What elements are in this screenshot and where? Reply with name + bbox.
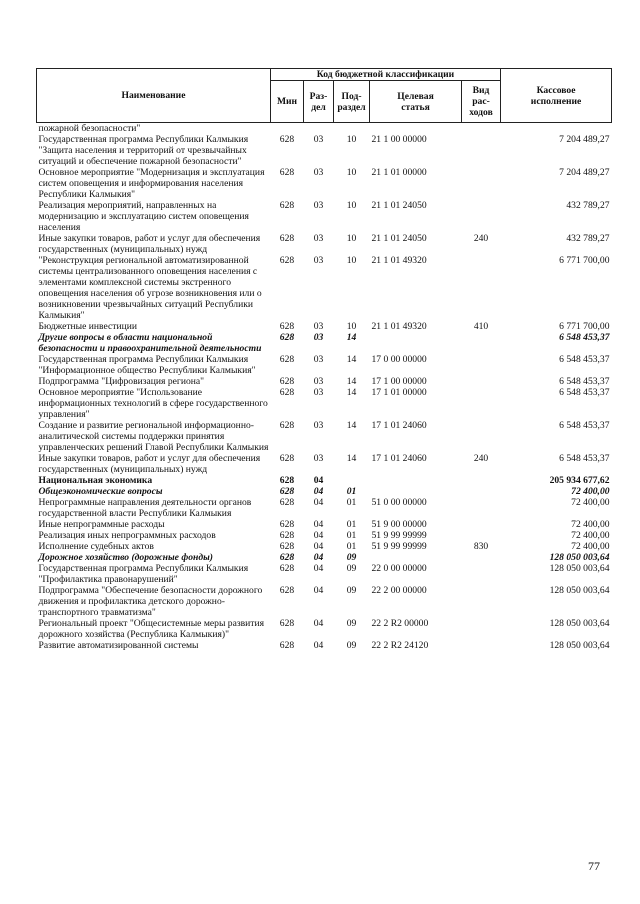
cell-razd: 04: [313, 519, 324, 530]
cell-name: "Реконструкция региональной автоматизированной системы централизованного оповещения населения с элементами комплексной системы экстренного оповещения населения об угрозе возникновения или о возникновении чрезвычайных ситуаций Республики Калмыкия": [38, 255, 262, 321]
cell-razd: 04: [313, 563, 324, 574]
cell-name: Развитие автоматизированной системы: [38, 640, 199, 651]
cell-vr: 830: [473, 541, 489, 552]
cell-cs: 21 1 01 24050: [371, 200, 427, 211]
cell-cs: 17 0 00 00000: [371, 354, 427, 365]
table-row: [37, 167, 612, 200]
cell-razd: 04: [313, 497, 324, 508]
cell-min: 628: [279, 497, 295, 508]
cell-pod: 14: [346, 332, 357, 343]
table-body: [37, 123, 612, 652]
table-row: [37, 519, 612, 530]
cell-pod: [334, 123, 370, 135]
cell-vr: [462, 475, 501, 486]
header-razdel: Раз- дел: [304, 81, 334, 123]
cell-razd: 03: [313, 376, 324, 387]
cell-razd: 04: [313, 552, 324, 563]
cell-vr: [462, 552, 501, 563]
table-row: [37, 552, 612, 563]
header-name: Наименование: [37, 69, 271, 123]
cell-name: Реализация иных непрограммных расходов: [38, 530, 216, 541]
table-row: [37, 233, 612, 255]
cell-vr: [462, 530, 501, 541]
cell-name: Иные непрограммные расходы: [38, 519, 165, 530]
cell-razd: 03: [313, 420, 324, 431]
cell-name: Создание и развитие региональной информационно-аналитической системы поддержки принятия управленческих решений Главой Республики Калмыкия: [38, 420, 269, 453]
cell-pod: 01: [346, 519, 357, 530]
header-kassa: Кассовое исполнение: [501, 69, 612, 123]
cell-sum: 128 050 003,64: [549, 552, 610, 563]
cell-cs: 17 1 01 24060: [371, 453, 427, 464]
cell-min: 628: [279, 376, 295, 387]
cell-vr: [462, 376, 501, 387]
cell-min: 628: [279, 552, 295, 563]
cell-cs: 17 1 01 24060: [371, 420, 427, 431]
cell-razd: 03: [313, 321, 324, 332]
cell-pod: 10: [346, 134, 357, 145]
cell-cs: 22 2 R2 00000: [371, 618, 429, 629]
cell-name: Государственная программа Республики Калмыкия "Информационное общество Республики Калмыкия": [38, 354, 256, 376]
cell-name: Реализация мероприятий, направленных на модернизацию и эксплуатацию систем оповещения населения: [38, 200, 249, 233]
budget-document: [36, 68, 611, 651]
table-row: [37, 618, 612, 640]
table-row: [37, 475, 612, 486]
cell-name: Исполнение судебных актов: [38, 541, 154, 552]
cell-name: Основное мероприятие "Использование информационных технологий в сфере государственного управления": [38, 387, 268, 420]
cell-vr: 410: [473, 321, 489, 332]
cell-sum: 6 548 453,37: [559, 387, 610, 398]
cell-pod: 14: [346, 376, 357, 387]
cell-cs: 22 0 00 00000: [371, 563, 427, 574]
cell-pod: 14: [346, 387, 357, 398]
table-row: [37, 255, 612, 321]
cell-name: Дорожное хозяйство (дорожные фонды): [38, 552, 213, 563]
cell-name: Бюджетные инвестиции: [38, 321, 137, 332]
cell-vr: [462, 387, 501, 420]
cell-pod: 09: [346, 618, 357, 629]
cell-razd: 03: [313, 387, 324, 398]
cell-cs: [370, 123, 462, 135]
cell-name: Подпрограмма "Цифровизация региона": [38, 376, 205, 387]
table-row: [37, 563, 612, 585]
cell-cs: 21 1 01 49320: [371, 255, 427, 266]
cell-cs: 21 1 01 00000: [371, 167, 427, 178]
cell-vr: [462, 585, 501, 618]
cell-min: 628: [279, 354, 295, 365]
cell-pod: 01: [346, 497, 357, 508]
cell-sum: 72 400,00: [571, 541, 610, 552]
table-header: [37, 69, 612, 123]
cell-razd: 04: [313, 585, 324, 596]
table-row: [37, 376, 612, 387]
cell-vr: [462, 618, 501, 640]
cell-min: 628: [279, 387, 295, 398]
cell-razd: 04: [313, 541, 324, 552]
page-number: 77: [588, 859, 600, 873]
cell-pod: 10: [346, 321, 357, 332]
cell-pod: 14: [346, 453, 357, 464]
cell-min: 628: [279, 420, 295, 431]
cell-razd: 03: [313, 233, 324, 244]
cell-razd: 04: [313, 486, 324, 497]
cell-min: 628: [279, 618, 295, 629]
cell-min: 628: [279, 134, 295, 145]
cell-sum: 6 548 453,37: [559, 354, 610, 365]
cell-vr: [462, 563, 501, 585]
cell-name: Национальная экономика: [38, 475, 153, 486]
cell-cs: 22 2 00 00000: [371, 585, 427, 596]
cell-pod: 09: [346, 640, 357, 651]
cell-sum: 6 548 453,37: [559, 376, 610, 387]
cell-sum: 72 400,00: [571, 486, 610, 497]
table-row: [37, 541, 612, 552]
cell-sum: 205 934 677,62: [549, 475, 610, 486]
cell-cs: 51 9 99 99999: [371, 530, 427, 541]
cell-sum: 72 400,00: [571, 497, 610, 508]
table-row: [37, 332, 612, 354]
cell-sum: 128 050 003,64: [549, 585, 610, 596]
cell-vr: 240: [473, 453, 489, 464]
cell-sum: 6 548 453,37: [559, 332, 610, 343]
cell-razd: 04: [313, 530, 324, 541]
cell-min: 628: [279, 321, 295, 332]
cell-name: Иные закупки товаров, работ и услуг для обеспечения государственных (муниципальных) нужд: [38, 233, 261, 255]
cell-min: 628: [279, 255, 295, 266]
cell-vr: [462, 640, 501, 651]
cell-min: 628: [279, 475, 295, 486]
cell-min: 628: [279, 233, 295, 244]
cell-sum: 128 050 003,64: [549, 640, 610, 651]
cell-cs: 51 9 00 00000: [371, 519, 427, 530]
cell-vr: 240: [473, 233, 489, 244]
table-row: [37, 354, 612, 376]
cell-min: 628: [279, 541, 295, 552]
cell-min: 628: [279, 200, 295, 211]
cell-sum: 6 548 453,37: [559, 453, 610, 464]
cell-pod: 01: [346, 486, 357, 497]
table-row: [37, 530, 612, 541]
cell-cs: 51 9 99 99999: [371, 541, 427, 552]
cell-sum: [501, 123, 612, 135]
cell-cs: [370, 486, 462, 497]
cell-pod: [334, 475, 370, 486]
table-row: [37, 640, 612, 651]
cell-name: Непрограммные направления деятельности органов государственной власти Республики Калмыкия: [38, 497, 252, 519]
cell-vr: [462, 420, 501, 453]
table-row: [37, 486, 612, 497]
cell-cs: [370, 475, 462, 486]
cell-sum: 72 400,00: [571, 519, 610, 530]
cell-razd: [304, 123, 334, 135]
cell-min: 628: [279, 640, 295, 651]
cell-sum: 6 548 453,37: [559, 420, 610, 431]
header-podrazdel: Под- раздел: [334, 81, 370, 123]
cell-pod: 01: [346, 530, 357, 541]
cell-sum: 128 050 003,64: [549, 618, 610, 629]
cell-vr: [462, 200, 501, 233]
cell-razd: 04: [313, 618, 324, 629]
cell-vr: [462, 497, 501, 519]
cell-sum: 72 400,00: [571, 530, 610, 541]
cell-min: 628: [279, 486, 295, 497]
table-row: [37, 585, 612, 618]
budget-table: [36, 68, 612, 651]
cell-pod: 09: [346, 563, 357, 574]
cell-pod: 10: [346, 167, 357, 178]
cell-sum: 432 789,27: [566, 233, 610, 244]
cell-cs: [370, 552, 462, 563]
cell-sum: 6 771 700,00: [559, 321, 610, 332]
header-code-group: Код бюджетной классификации: [271, 69, 501, 81]
cell-vr: [462, 486, 501, 497]
cell-vr: [462, 134, 501, 167]
cell-vr: [462, 519, 501, 530]
cell-razd: 04: [313, 475, 324, 486]
cell-name: Общеэкономические вопросы: [38, 486, 163, 497]
cell-pod: 10: [346, 255, 357, 266]
cell-min: 628: [279, 332, 295, 343]
table-row: [37, 134, 612, 167]
cell-razd: 03: [313, 332, 324, 343]
header-vid: Вид рас- ходов: [462, 81, 501, 123]
cell-vr: [462, 167, 501, 200]
cell-min: 628: [279, 585, 295, 596]
cell-cs: 17 1 01 00000: [371, 387, 427, 398]
cell-min: 628: [279, 530, 295, 541]
cell-pod: 10: [346, 200, 357, 211]
cell-min: 628: [279, 167, 295, 178]
cell-cs: 21 1 01 49320: [371, 321, 427, 332]
cell-razd: 03: [313, 167, 324, 178]
cell-name: Основное мероприятие "Модернизация и эксплуатация систем оповещения и информирования населения Республики Калмыкия": [38, 167, 265, 200]
cell-razd: 04: [313, 640, 324, 651]
cell-cs: [370, 332, 462, 354]
table-row: [37, 321, 612, 332]
cell-sum: 432 789,27: [566, 200, 610, 211]
cell-sum: 7 204 489,27: [559, 134, 610, 145]
table-row: [37, 123, 612, 135]
cell-pod: 10: [346, 233, 357, 244]
cell-sum: 7 204 489,27: [559, 167, 610, 178]
cell-vr: [462, 255, 501, 321]
cell-cs: 17 1 00 00000: [371, 376, 427, 387]
cell-vr: [462, 354, 501, 376]
cell-razd: 03: [313, 453, 324, 464]
cell-cs: 21 1 00 00000: [371, 134, 427, 145]
table-row: [37, 453, 612, 475]
cell-pod: 14: [346, 420, 357, 431]
table-row: [37, 420, 612, 453]
cell-pod: 01: [346, 541, 357, 552]
cell-cs: 21 1 01 24050: [371, 233, 427, 244]
cell-name: Государственная программа Республики Калмыкия "Профилактика правонарушений": [38, 563, 249, 585]
cell-name: Государственная программа Республики Калмыкия "Защита населения и территорий от чрезвычайных ситуаций и обеспечение пожарной безопасности": [38, 134, 249, 167]
cell-name: Иные закупки товаров, работ и услуг для обеспечения государственных (муниципальных) нужд: [38, 453, 261, 475]
cell-min: 628: [279, 453, 295, 464]
cell-sum: 128 050 003,64: [549, 563, 610, 574]
cell-min: [271, 123, 304, 135]
cell-vr: [462, 332, 501, 354]
cell-vr: [462, 123, 501, 135]
cell-name: Другие вопросы в области национальной безопасности и правоохранительной деятельности: [38, 332, 262, 354]
table-row: [37, 497, 612, 519]
cell-cs: 22 2 R2 24120: [371, 640, 429, 651]
cell-name: пожарной безопасности": [38, 123, 141, 134]
cell-razd: 03: [313, 200, 324, 211]
cell-min: 628: [279, 519, 295, 530]
cell-razd: 03: [313, 134, 324, 145]
header-min: Мин: [271, 81, 304, 123]
cell-cs: 51 0 00 00000: [371, 497, 427, 508]
cell-name: Региональный проект "Общесистемные меры развития дорожного хозяйства (Республика Калмыкия)": [38, 618, 265, 640]
cell-min: 628: [279, 563, 295, 574]
cell-name: Подпрограмма "Обеспечение безопасности дорожного движения и профилактика детского дорожно-транспортного травматизма": [38, 585, 263, 618]
table-row: [37, 200, 612, 233]
cell-sum: 6 771 700,00: [559, 255, 610, 266]
cell-pod: 09: [346, 585, 357, 596]
cell-razd: 03: [313, 255, 324, 266]
cell-pod: 09: [346, 552, 357, 563]
cell-razd: 03: [313, 354, 324, 365]
header-celevaya: Целевая статья: [370, 81, 462, 123]
table-row: [37, 387, 612, 420]
cell-pod: 14: [346, 354, 357, 365]
